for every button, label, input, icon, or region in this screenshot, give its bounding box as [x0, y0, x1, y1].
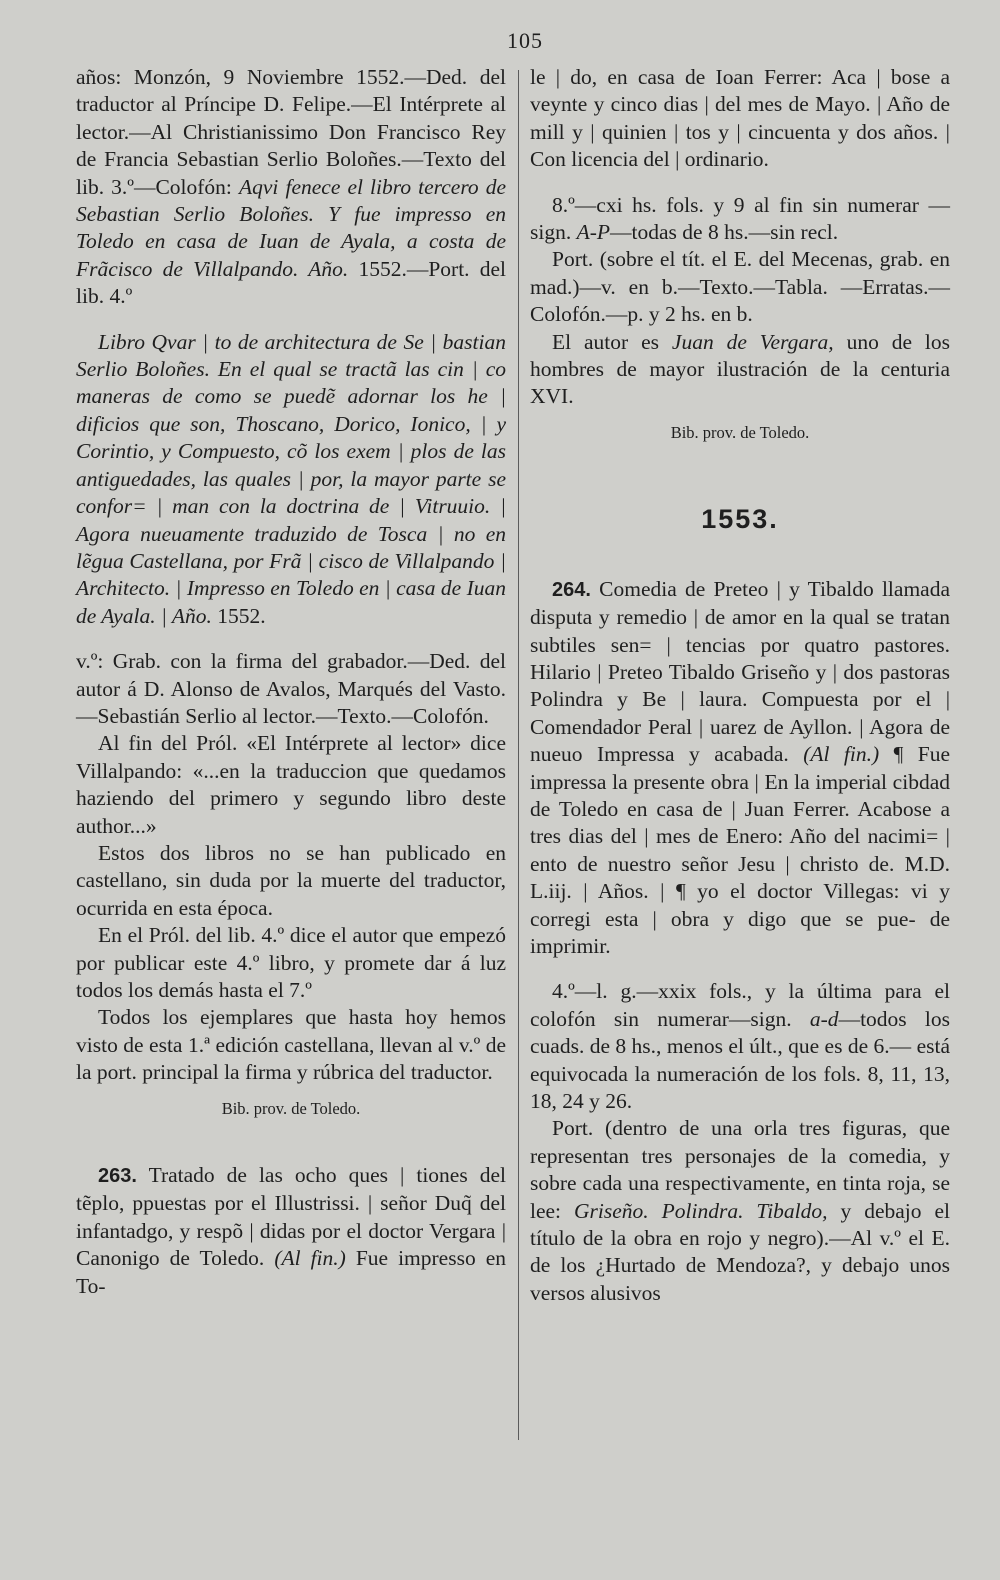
- page-number: 105: [507, 28, 543, 53]
- left-column: [76, 64, 506, 1300]
- entry-264-signature: a-d: [809, 1006, 839, 1031]
- entry-264-collation-tail: —todos los cuads. de 8 hs., menos el últ., que es de 6.— está equivocada la numeración de los fols. 8, 11, 13, 18, 24 y 26.: [530, 1006, 950, 1113]
- entry-263-collation: [530, 192, 950, 247]
- collation-text-tail: —todas de 8 hs.—sin recl.: [610, 220, 839, 245]
- entry-263-number: 263.: [98, 1165, 137, 1188]
- entry-263: [76, 1162, 506, 1300]
- entry-263-continued: le | do, en casa de Ioan Ferrer: Aca | bose a veynte y cinco dias | del mes de Mayo. | Año de mill y | quinien | tos y | cincuenta y dos años. | Con licencia del | ordinario.: [530, 65, 950, 172]
- entry-263-colophon: Fue impresso en To-: [76, 1246, 507, 1298]
- book4-year: 1552.: [217, 603, 266, 628]
- title-page-tail: y debajo el título de la obra en rojo y negro).—Al v.º el E. de los ¿Hurtado de Mendoza?, y debajo unos versos alusivos: [530, 1198, 950, 1305]
- entry-262-colophon-year: 1552.—Port. del lib. 4.º: [76, 256, 507, 309]
- collation-text: 8.º—cxi hs. fols. y 9 al fin sin numerar —sign.: [530, 192, 950, 245]
- entry-264-al-fin: (Al fin.): [803, 742, 880, 767]
- entry-264-collation-text: 4.º—l. g.—xxix fols., y la última para el colofón sin numerar—sign.: [530, 979, 950, 1031]
- library-location-right: Bib. prov. de Toledo.: [670, 422, 810, 442]
- entry-262-contents: años: Monzón, 9 Noviembre 1552.—Ded. del traductor al Príncipe D. Felipe.—El Intérprete al lector.—Al Christianissimo Don Francisco Rey de Francia Sebastian Serlio Boloñes.—Texto del lib. 3.º—Colofón:: [76, 65, 506, 199]
- entry-263-title: Tratado de las ocho ques | tiones del tẽplo, ppuestas por el Illustrissi. | señor Duq̃ del infantadgo, y respõ | didas por el doctor Vergara | Canonigo de Toledo.: [76, 1163, 506, 1271]
- entry-263-description: Port. (sobre el tít. el E. del Mecenas, grab. en mad.)—v. en b.—Texto.—Tabla. —Erratas.—Colofón.—p. y 2 hs. en b.: [530, 247, 950, 327]
- book4-title-transcription: [76, 329, 506, 630]
- character-names: Griseño. Polindra. Tibaldo,: [574, 1198, 828, 1223]
- entry-264-collation: [530, 978, 950, 1115]
- entry-264-number: 264.: [552, 578, 591, 601]
- book4-contents: v.º: Grab. con la firma del grabador.—Ded. del autor á D. Alonso de Avalos, Marqués del Vasto.—Sebastián Serlio al lector.—Texto.—Colofón.: [76, 649, 506, 728]
- note-prologue-quote: Al fin del Pról. «El Intérprete al lector» dice Villalpando: «...en la traduccion que quedamos haziendo del primero y segundo libro deste author...»: [76, 731, 506, 838]
- note-book4: En el Pról. del lib. 4.º dice el autor que empezó por publicar este 4.º libro, y promete dar á luz todos los demás hasta el 7.º: [76, 923, 506, 1002]
- column-divider: [518, 70, 519, 1440]
- author-note-tail: uno de los hombres de mayor ilustración de la centuria XVI.: [530, 329, 950, 409]
- library-location-left: Bib. prov. de Toledo.: [221, 1098, 361, 1118]
- entry-264: [530, 576, 950, 961]
- author-name: Juan de Vergara,: [671, 329, 834, 354]
- title-page-text: Port. (dentro de una orla tres figuras, que representan tres personajes de la comedia, y sobre cada una respectivamente, en tinta roja, se lee:: [530, 1116, 950, 1223]
- book4-title: Libro Qvar | to de architectura de Se | bastian Serlio Boloñes. En el qual se tractã las cin | co maneras de como se puedẽ adornar los he | dificios que son, Thoscano, Dorico, Ionico, | y Corintio, y Compuesto, cõ los exem | plos de las antiguedades, las quales | por, la mayor parte se confor= | man con la doctrina de | Vitruuio. | Agora nueuamente traduzido de Tosca | no en lẽgua Castellana, por Frã | cisco de Villalpando | Architecto. | Impresso en Toledo en | casa de Iuan de Ayala. | Año.: [76, 329, 506, 628]
- note-unpublished: Estos dos libros no se han publicado en castellano, sin duda por la muerte del traductor, ocurrida en esta época.: [76, 840, 506, 920]
- year-heading: 1553.: [701, 504, 779, 535]
- entry-264-colophon: ¶ Fue impressa la presente obra | En la imperial cibdad de Toledo en casa de | Juan Ferrer. Acabose a tres dias del | mes de Enero: Año del nacimi= | ento de nuestro señor Jesu | christo de. M.D. L.iij. | Años. | ¶ yo el doctor Villegas: vi y corregi esta | obra y digo que se pue- de imprimir.: [530, 742, 951, 958]
- collation-signature: A-P: [576, 220, 611, 245]
- entry-264-title: Comedia de Preteo | y Tibaldo llamada disputa y remedio | de amor en la qual se tratan subtiles sen= | tencias por quatro pastores. Hilario | Preteo Tibaldo Griseño y | dos pastoras Polindra y Be | laura. Compuesta por el | Comendador Peral | uarez de Ayllon. | Agora de nueuo Impressa y acabada.: [530, 576, 951, 767]
- note-signature: Todos los ejemplares que hasta hoy hemos visto de esta 1.ª edición castellana, llevan al v.º de la port. principal la firma y rúbrica del traductor.: [76, 1005, 506, 1085]
- entry-262-colophon: Aqvi fenece el libro tercero de Sebastian Serlio Boloñes. Y fue impresso en Toledo en casa de Iuan de Ayala, a costa de Frãcisco de Villalpando. Año.: [76, 174, 507, 281]
- right-column: [530, 64, 950, 1307]
- entry-264-title-page: [530, 1115, 950, 1307]
- entry-263-al-fin: (Al fin.): [274, 1246, 346, 1271]
- entry-263-author-note: [530, 329, 950, 411]
- entry-262-description: [76, 64, 506, 311]
- author-note-text: El autor es: [552, 329, 659, 354]
